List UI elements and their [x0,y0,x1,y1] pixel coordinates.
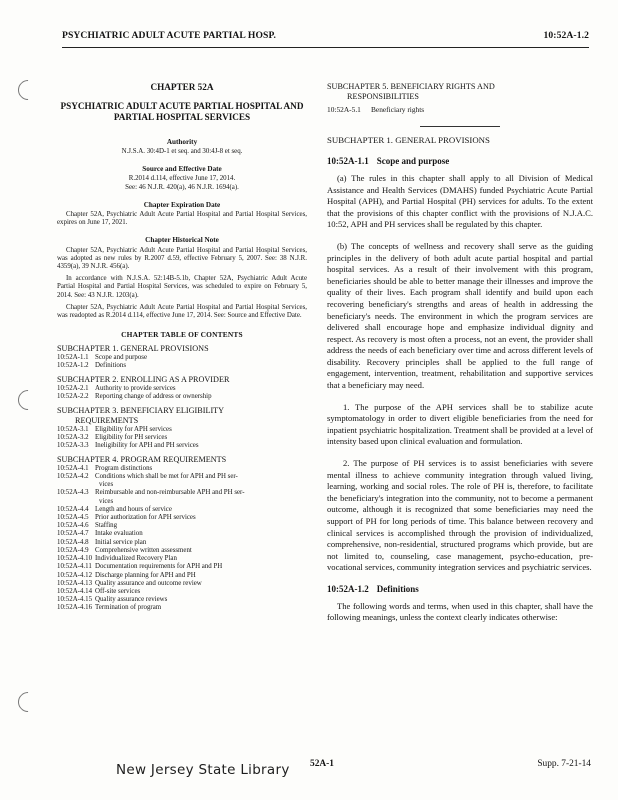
toc-row-title [95,489,307,505]
toc-row-title [95,530,307,538]
subchapter-1-heading: SUBCHAPTER 1. GENERAL PROVISIONS [327,134,490,145]
toc-row-title-line: Eligibility for PH services [95,433,168,441]
toc-row-title [95,522,307,530]
running-header-title: PSYCHIATRIC ADULT ACUTE PARTIAL HOSP. [62,30,277,41]
toc-row-title [95,555,307,563]
toc-row[interactable] [57,434,307,442]
toc-row-title-line: Prior authorization for APH services [95,514,196,522]
section-name: Definitions [376,583,419,594]
history-paragraph: Chapter 52A, Psychiatric Adult Acute Partial Hospital and Partial Hospital Services, was readopted as R.2014 d.114, effective June 17, 2014. See: Source and Effective Date. [57,303,307,320]
paragraph-b: (b) The concepts of wellness and recovery shall serve as the guiding principles in the delivery of both adult acute partial hospital and partial hospital services. As a result of their involvement with this program, beneficiaries should be able to better manage their illnesses and improve the quality of their lives. Each program shall identify and build upon each recovering beneficiary's strengths and areas of health in addressing the beneficiary's needs. The environment in which the program services are delivered shall encourage hope and emphasize individual dignity and respect. As recovery is most often a process, not an event, the provider shall address the needs of each beneficiary over time and across different levels of disability. Recovery principles shall be applied to the full range of engagement, intervention, treatment, rehabilitation and supportive services that a beneficiary may need. [327,240,593,391]
toc-row[interactable] [57,522,307,530]
punch-hole-mark [14,386,42,414]
authority-heading: Authority [166,137,198,146]
toc-subchapter-5-line: RESPONSIBILITIES [347,91,419,101]
section-name: Scope and purpose [376,156,450,167]
toc-row-number: 10:52A-4.10 [57,555,93,563]
toc-row-title-line: Off-site services [95,587,141,595]
definitions-intro: The following words and terms, when used in this chapter, shall have the following meanings, unless the context clearly indicates otherwise: [327,600,593,623]
toc-row-title [95,465,307,473]
toc-row[interactable] [57,555,307,563]
paragraph-a: (a) The rules in this chapter shall apply to all Division of Medical Assistance and Health Services (DMAHS) funded Psychiatric Acute Partial Hospital (APH), and Partial Hospital (PH) services for adults. To the extent that the provisions of this chapter conflict with the provisions of N.J.A.C. 10:52, APH and PH services shall be regulated by this chapter. [327,172,593,230]
punch-hole-mark [14,76,42,104]
toc-row-number: 10:52A-4.6 [57,522,89,530]
expiration-text: Chapter 52A, Psychiatric Adult Acute Partial Hospital and Partial Hospital Services, expires on June 17, 2021. [57,211,307,227]
toc-row-title-line: Scope and purpose [95,354,148,362]
toc-row-title [95,426,307,434]
toc-subchapter-heading [57,344,307,354]
history-paragraph: In accordance with N.J.S.A. 52:14B-5.1b, Chapter 52A, Psychiatric Adult Acute Partial Hospital and Partial Hospital Services, was scheduled to expire on February 5, 2014. See: 43 N.J.R. 1203(a). [57,275,307,299]
toc-row[interactable] [57,572,307,580]
toc-row[interactable] [57,442,307,450]
toc-subchapter-line: SUBCHAPTER 3. BENEFICIARY ELIGIBILITY [57,406,225,416]
toc-row[interactable] [57,539,307,547]
toc-subchapter-5-heading [327,82,593,101]
toc-row-title-line: Conditions which shall be met for APH and PH ser- [95,473,238,481]
toc-subchapter-line: SUBCHAPTER 2. ENROLLING AS A PROVIDER [57,375,230,385]
toc-row-title-line: Intake evaluation [95,530,143,538]
toc-row-number: 10:52A-4.13 [57,579,93,587]
toc-subchapter-line: SUBCHAPTER 4. PROGRAM REQUIREMENTS [57,455,227,465]
toc-row-number: 10:52A-4.3 [57,489,89,497]
left-column [57,82,307,613]
source-line: See: 46 N.J.R. 420(a), 46 N.J.R. 1694(a). [125,183,239,191]
toc-row-number: 10:52A-2.1 [57,385,89,393]
running-header-section: 10:52A-1.2 [543,30,589,41]
toc-row-number: 10:52A-3.3 [57,442,89,450]
paragraph-b-1: 1. The purpose of the APH services shall be to stabilize acute symptomatology in order to divert eligible beneficiaries from the need for inpatient psychiatric hospitalization. Treatment shall be provided at a level of intensity based upon clinical evaluation and formulation. [327,401,593,447]
toc-row-number: 10:52A-5.1 [327,105,361,115]
toc-row-title [95,514,307,522]
toc-row-title-line: Termination of program [95,604,162,612]
toc-row-title-line: Individualized Recovery Plan [95,555,177,563]
toc-row-number: 10:52A-4.12 [57,571,93,579]
toc-row-title-line: Reporting change of address or ownership [95,393,212,401]
toc-row[interactable] [57,426,307,434]
toc-row[interactable] [57,580,307,588]
toc-row[interactable] [57,362,307,370]
toc-row-title [95,596,307,604]
toc-row[interactable] [57,506,307,514]
source-heading: Source and Effective Date [142,165,222,174]
toc-row-number: 10:52A-1.2 [57,362,89,370]
section-1-1-title [327,156,593,168]
toc-row-title [95,393,307,401]
toc-row-title [95,563,307,571]
toc-row-number: 10:52A-4.5 [57,514,89,522]
history-paragraph: Chapter 52A, Psychiatric Adult Acute Partial Hospital and Partial Hospital Services, was adopted as new rules by R.2007 d.59, effective February 5, 2007. See: 38 N.J.R. 4359(a), 39 N.J.R. 456(a). [57,246,307,271]
toc-row-number: 10:52A-4.1 [57,464,89,472]
toc-row-title-line: vices [99,481,114,489]
toc-row-title [95,539,307,547]
toc-row-title-line: Length and hours of service [95,505,172,513]
toc-row-title-line: Definitions [95,362,127,370]
section-number: 10:52A-1.1 [327,156,369,167]
toc-row-title-line: Staffing [95,522,118,530]
toc-row-title-line: Reimbursable and non-reimbursable APH and PH ser- [95,489,245,497]
toc-row-title-line: Ineligibility for APH and PH services [95,442,199,450]
toc-row-title-line: Quality assurance and outcome review [95,579,202,587]
toc-subchapter-line: REQUIREMENTS [75,416,139,426]
toc-row[interactable] [57,385,307,393]
toc-row-number: 10:52A-4.2 [57,473,89,481]
toc-row-number: 10:52A-4.7 [57,530,89,538]
section-1-2-title [327,584,593,596]
toc-row-title-line: vices [99,497,114,505]
punch-hole-mark [14,688,42,716]
toc-row[interactable] [57,489,307,505]
toc-row[interactable] [57,354,307,362]
toc-row-title [95,580,307,588]
toc-row-number: 10:52A-4.4 [57,505,89,513]
toc-subchapter-heading [57,455,307,465]
toc-row-title [95,604,307,612]
page-number: 52A-1 [310,759,334,769]
toc-row-title: Beneficiary rights [371,105,425,115]
toc-row-title [95,354,307,362]
toc-row-title [95,473,307,489]
library-stamp: New Jersey State Library [116,762,290,778]
toc-row-title [95,588,307,596]
toc-row-number: 10:52A-4.16 [57,604,93,612]
toc-row-number: 10:52A-4.11 [57,563,92,571]
toc-row-number: 10:52A-4.15 [57,596,93,604]
chapter-title: PSYCHIATRIC ADULT ACUTE PARTIAL HOSPITAL AND PARTIAL HOSPITAL SERVICES [60,101,304,123]
toc-row[interactable] [57,547,307,555]
toc-title: CHAPTER TABLE OF CONTENTS [121,330,243,340]
right-column [327,82,593,634]
authority-text: N.J.S.A. 30:4D-1 et seq. and 30:4J-8 et seq. [121,148,243,156]
section-number: 10:52A-1.2 [327,583,369,594]
toc-row-title [95,362,307,370]
header-rule [62,47,589,48]
toc-row-title-line: Eligibility for APH services [95,425,172,433]
toc-row[interactable] [57,393,307,401]
toc-row[interactable] [57,465,307,473]
toc-row[interactable] [57,473,307,489]
toc-row-title [95,385,307,393]
toc-subchapter-5-line: SUBCHAPTER 5. BENEFICIARY RIGHTS AND [327,82,495,91]
toc-row-title-line: Initial service plan [95,538,147,546]
toc-row-title [95,572,307,580]
toc-row-title [95,547,307,555]
toc-row-title [95,434,307,442]
toc-row-number: 10:52A-4.8 [57,538,89,546]
toc-row-title-line: Discharge planning for APH and PH [95,571,196,579]
toc-row-title [95,442,307,450]
toc-row-number: 10:52A-4.14 [57,587,93,595]
toc-row[interactable] [327,104,593,116]
toc-row-number: 10:52A-1.1 [57,354,89,362]
supplement-date: Supp. 7-21-14 [537,759,591,769]
toc-row[interactable] [57,596,307,604]
toc-row-title-line: Quality assurance reviews [95,596,168,604]
toc-row[interactable] [57,514,307,522]
toc-subchapter-line: SUBCHAPTER 1. GENERAL PROVISIONS [57,344,209,354]
table-of-contents [57,344,307,612]
toc-row[interactable] [57,604,307,612]
toc-subchapter-heading [57,406,307,425]
toc-row[interactable] [57,588,307,596]
toc-row-title-line: Comprehensive written assessment [95,546,192,554]
paragraph-b-2: 2. The purpose of PH services is to assist beneficiaries with severe mental illness to achieve community integration through valued living, learning, working and social roles. The role of PH is, therefore, to facilitate the beneficiary's integration into the community, not to become a permanent outcome, although it is recognized that some beneficiaries may need the support of PH for long periods of time. This balance between recovery and clinical services is accomplished through the provision of individualized, comprehensive, non-residential, structured programs which provide, but are not limited to, counseling, case management, psycho-education, pre-vocational services, community integration services and psychiatric services. [327,458,593,573]
toc-row-title-line: Authority to provide services [95,385,176,393]
toc-row-title-line: Documentation requirements for APH and PH [95,563,223,571]
expiration-heading: Chapter Expiration Date [143,200,221,209]
toc-row-number: 10:52A-3.2 [57,433,89,441]
chapter-number: CHAPTER 52A [150,82,214,92]
toc-row-title [95,506,307,514]
toc-row[interactable] [57,563,307,571]
history-heading: Chapter Historical Note [145,236,219,245]
toc-row-number: 10:52A-4.9 [57,546,89,554]
source-line: R.2014 d.114, effective June 17, 2014. [128,175,236,183]
toc-subchapter-heading [57,375,307,385]
toc-row-number: 10:52A-2.2 [57,393,89,401]
toc-row-number: 10:52A-3.1 [57,425,89,433]
toc-row[interactable] [57,530,307,538]
section-divider [420,126,500,127]
toc-row-title-line: Program distinctions [95,464,153,472]
